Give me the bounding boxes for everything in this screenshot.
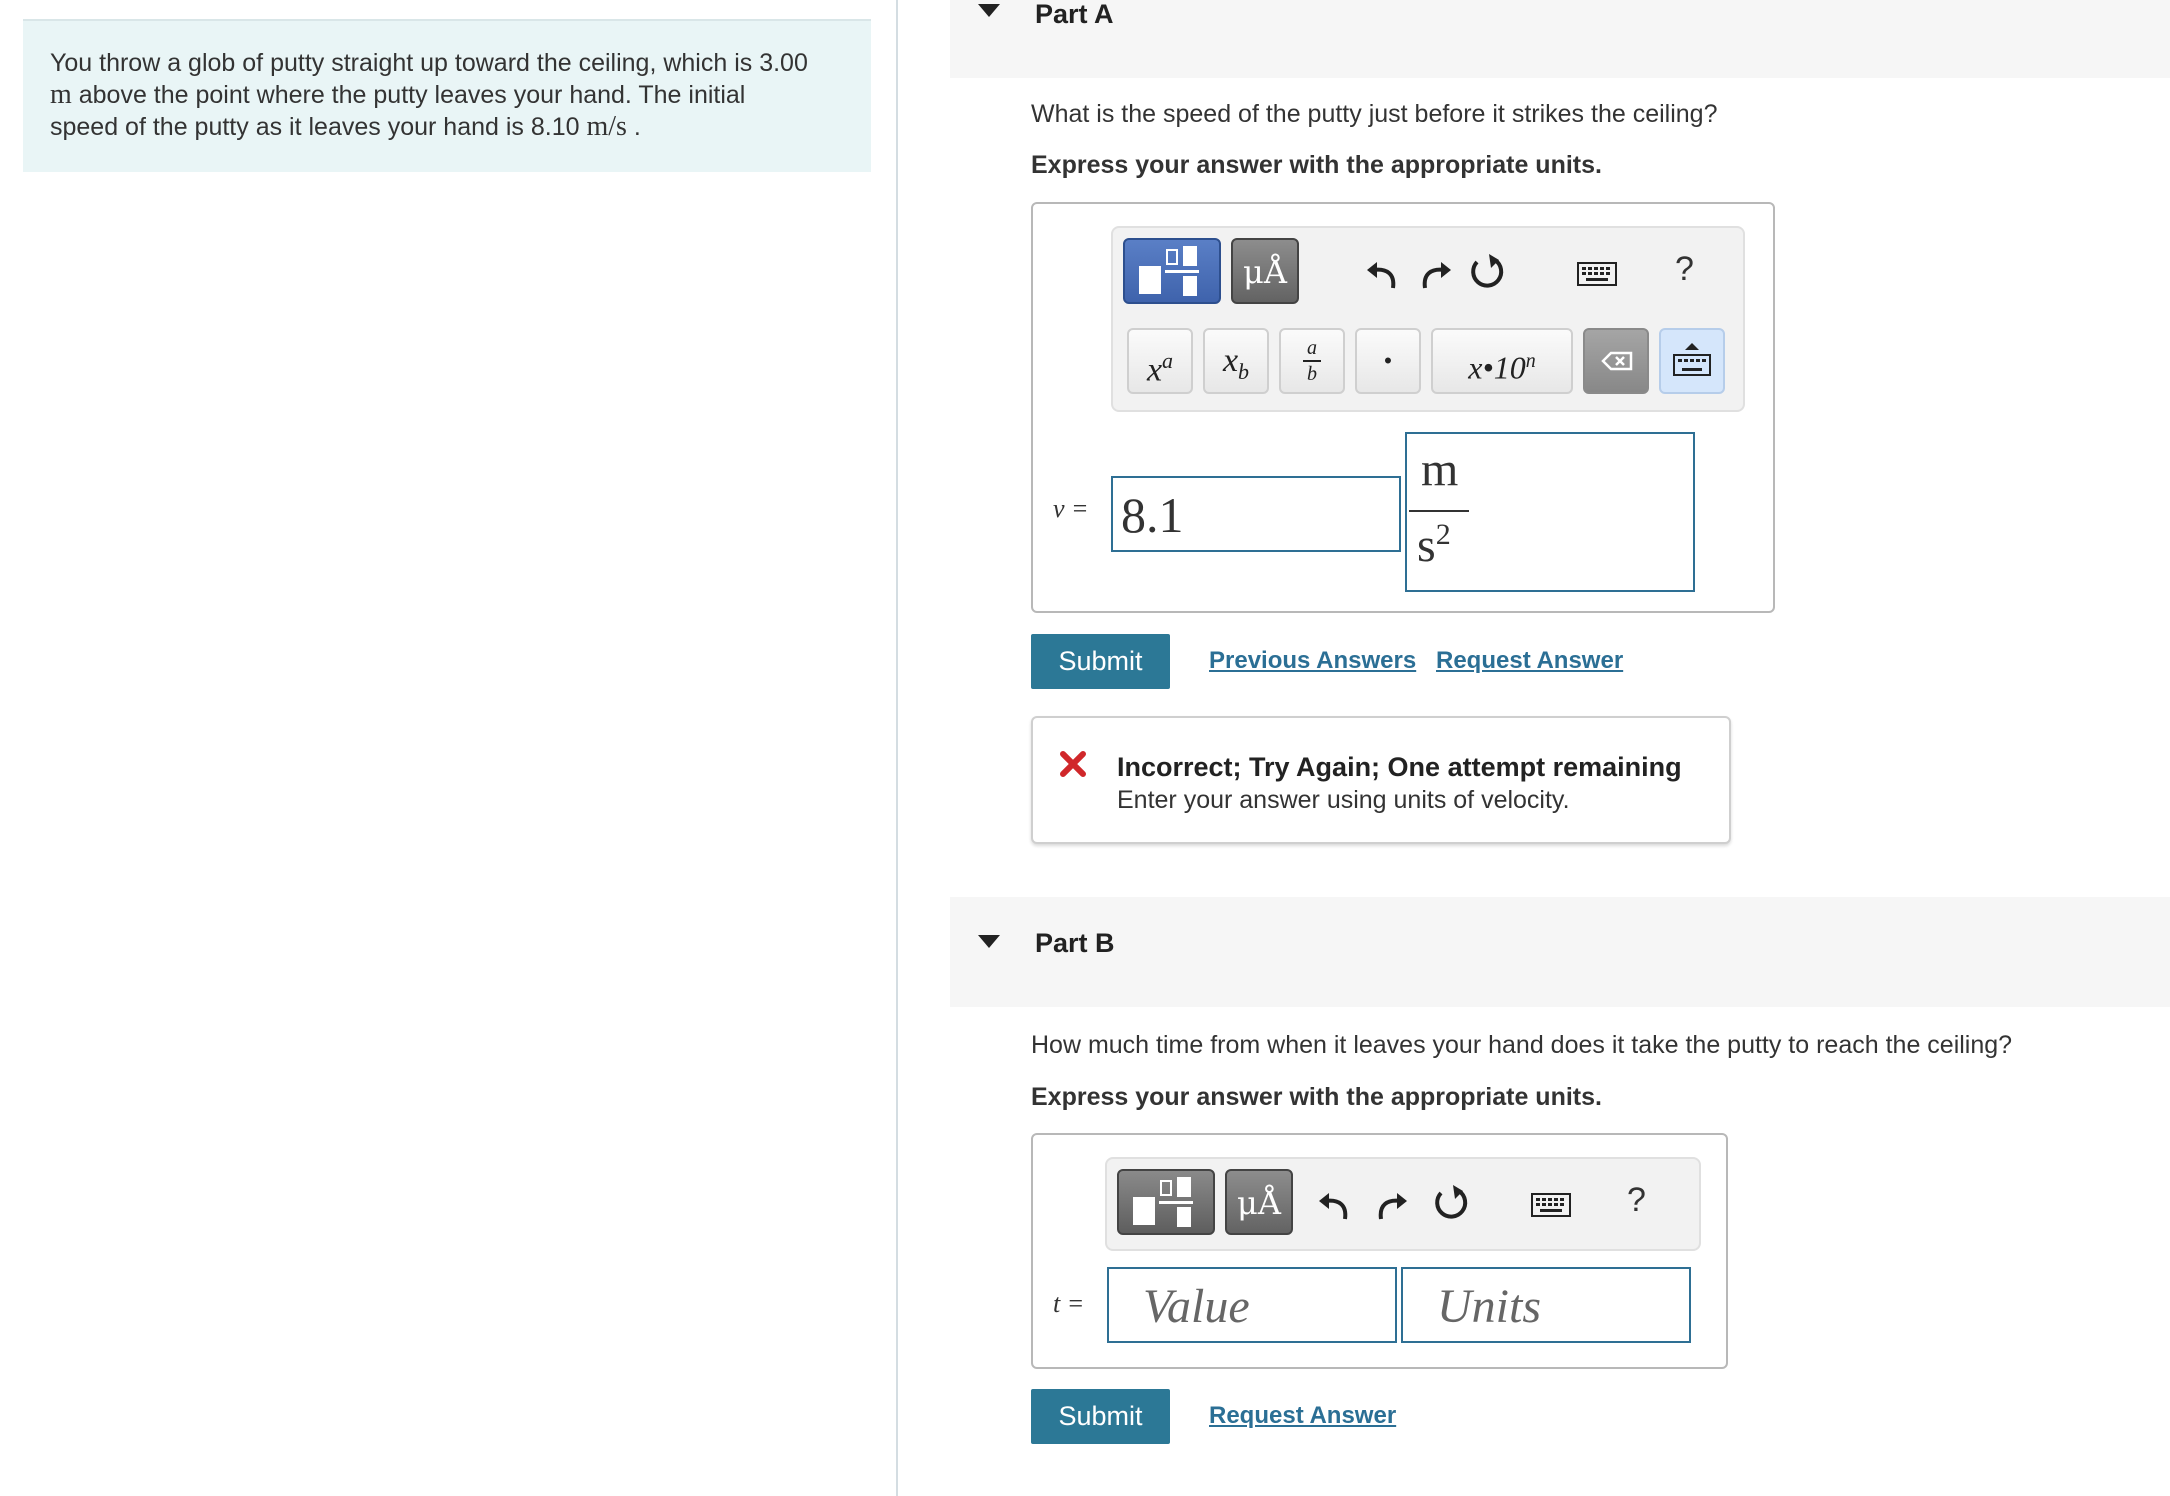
unit-denominator-base: s: [1417, 519, 1436, 572]
subscript-key-sub: b: [1238, 358, 1250, 384]
redo-icon[interactable]: [1415, 252, 1455, 292]
unit-denominator: [1417, 518, 1451, 573]
units-button[interactable]: μÅ: [1225, 1169, 1293, 1235]
part-a-request-answer-link[interactable]: Request Answer: [1436, 647, 1624, 674]
sci-key-exp: n: [1525, 350, 1536, 372]
part-b-variable-label: t =: [1053, 1289, 1085, 1318]
part-a-title: Part A: [1035, 0, 1114, 29]
fraction-key[interactable]: [1279, 328, 1345, 394]
multiply-dot-key[interactable]: •: [1355, 328, 1421, 394]
collapse-triangle-icon[interactable]: [978, 935, 1000, 948]
part-a-header[interactable]: [950, 0, 2170, 78]
problem-line-2: above the point where the putty leaves your hand. The initial: [71, 81, 746, 109]
incorrect-x-icon: [1059, 750, 1087, 778]
backspace-key[interactable]: [1583, 328, 1649, 394]
unit-denominator-exp: 2: [1435, 518, 1451, 551]
feedback-title: Incorrect; Try Again; One attempt remaining: [1117, 752, 1682, 782]
panel-divider: [896, 0, 898, 1496]
redo-icon[interactable]: [1371, 1183, 1411, 1223]
problem-line-3-end: .: [626, 113, 641, 141]
help-button[interactable]: ?: [1627, 1181, 1646, 1219]
fraction-bar: [1303, 360, 1321, 362]
collapse-triangle-icon[interactable]: [978, 4, 1000, 17]
feedback-message: Enter your answer using units of velocity.: [1117, 786, 1570, 814]
keyboard-toggle-key[interactable]: [1659, 328, 1725, 394]
undo-icon[interactable]: [1315, 1183, 1355, 1223]
unit-numerator: m: [1421, 443, 1459, 496]
keyboard-icon[interactable]: [1577, 262, 1617, 286]
part-b-value-input[interactable]: [1107, 1267, 1397, 1343]
part-a-question: What is the speed of the putty just before it strikes the ceiling?: [1031, 100, 1718, 128]
part-b-question: How much time from when it leaves your hand does it take the putty to reach the ceiling?: [1031, 1031, 2013, 1059]
reset-icon[interactable]: [1465, 250, 1507, 292]
part-b-math-toolbar: [1105, 1157, 1701, 1251]
superscript-key-base: x: [1146, 351, 1163, 389]
undo-icon[interactable]: [1363, 252, 1403, 292]
problem-unit-velocity: m/s: [586, 111, 627, 142]
unit-fraction-bar: [1409, 510, 1469, 512]
fraction-key-den: b: [1307, 363, 1317, 385]
part-a-value-input[interactable]: [1111, 476, 1401, 552]
part-b-instructions: Express your answer with the appropriate units.: [1031, 1083, 1602, 1111]
reset-icon[interactable]: [1429, 1181, 1471, 1223]
part-a-submit-button[interactable]: Submit: [1031, 634, 1170, 689]
part-a-variable-label: v =: [1053, 494, 1089, 523]
problem-unit-meters: m: [50, 79, 72, 110]
fraction-key-num: a: [1307, 337, 1317, 359]
templates-button[interactable]: [1123, 238, 1221, 304]
part-a-value-text: 8.1: [1121, 487, 1184, 543]
part-b-header[interactable]: [950, 897, 2170, 1007]
part-b-title: Part B: [1035, 928, 1115, 958]
superscript-key-exp: a: [1162, 348, 1174, 373]
sci-key-base: x•10: [1468, 349, 1526, 386]
part-b-submit-button[interactable]: Submit: [1031, 1389, 1170, 1444]
part-a-units-input[interactable]: [1405, 432, 1695, 592]
scientific-notation-key[interactable]: [1431, 328, 1573, 394]
subscript-key-base: x: [1222, 342, 1239, 379]
templates-button[interactable]: [1117, 1169, 1215, 1235]
problem-statement-text: [50, 47, 850, 143]
part-b-request-answer-link[interactable]: Request Answer: [1209, 1402, 1397, 1429]
part-a-feedback-box: [1031, 716, 1731, 844]
part-a-instructions: Express your answer with the appropriate units.: [1031, 151, 1602, 179]
problem-statement-panel: [23, 19, 871, 172]
templates-icon: [1119, 1171, 1213, 1233]
part-b-answer-box: [1031, 1133, 1728, 1369]
problem-line-3: speed of the putty as it leaves your hand is 8.10: [50, 113, 587, 141]
problem-line-1: You throw a glob of putty straight up toward the ceiling, which is 3.00: [50, 49, 808, 77]
keyboard-up-icon: [1661, 330, 1723, 392]
part-a-answer-box: [1031, 202, 1775, 613]
value-placeholder: Value: [1143, 1280, 1250, 1333]
units-button[interactable]: μÅ: [1231, 238, 1299, 304]
subscript-key[interactable]: [1203, 328, 1269, 394]
backspace-icon: [1585, 330, 1647, 392]
help-button[interactable]: ?: [1675, 250, 1694, 288]
keyboard-icon[interactable]: [1531, 1193, 1571, 1217]
part-a-math-toolbar: [1111, 226, 1745, 412]
part-b-units-input[interactable]: [1401, 1267, 1691, 1343]
previous-answers-link[interactable]: Previous Answers: [1209, 647, 1417, 674]
superscript-key[interactable]: [1127, 328, 1193, 394]
templates-icon: [1125, 240, 1219, 302]
units-placeholder: Units: [1437, 1280, 1542, 1333]
